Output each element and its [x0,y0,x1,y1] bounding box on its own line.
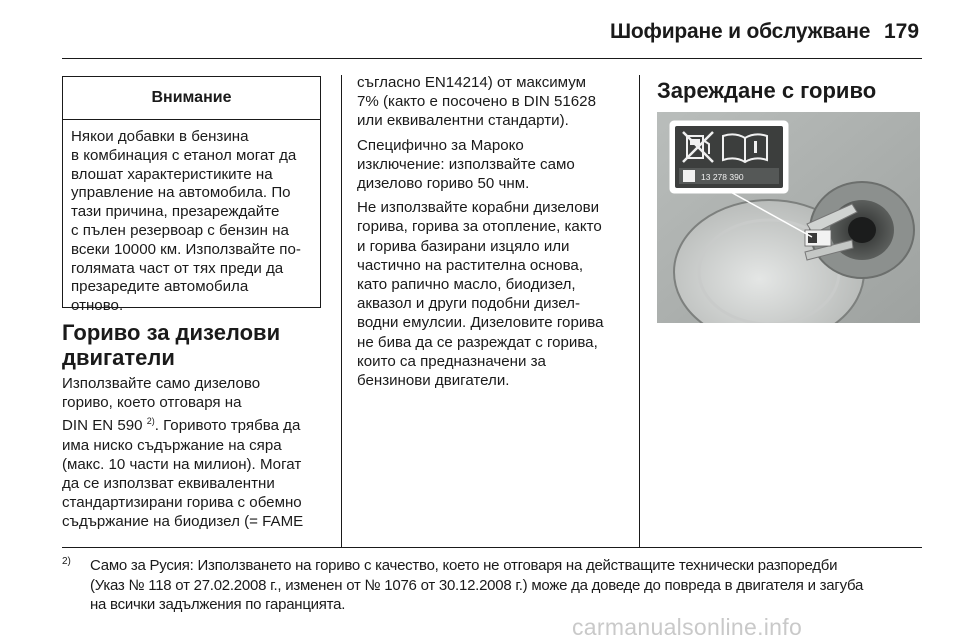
fuel-flap-illustration [657,112,920,323]
diesel-line: стандартизирани горива с обемно [62,494,302,512]
text-line: изключение: използвайте само [357,155,575,173]
footnote-text [90,556,863,615]
warning-line: Някои добавки в бензина [71,128,249,145]
warning-title: Внимание [63,77,320,120]
diesel-paragraph [62,374,303,532]
text-line: частично на растителна основа, [357,256,584,274]
column-divider-left [341,75,342,547]
text-line: водни емулсии. Дизеловите горива [357,314,604,332]
text-line: които са предназначени за [357,352,546,370]
warning-line: голямата част от тях преди да [71,259,284,277]
text-line: дизелово гориво 50 чнм. [357,175,530,193]
diesel-line: гориво, което отговаря на [62,394,242,412]
diesel-line: (макс. 10 части на милион). Могат [62,455,302,473]
paragraph [357,198,604,390]
text-line: горива, горива за отопление, както [357,218,602,236]
text-line: като рапично масло, биодизел, [357,276,576,294]
paragraph [357,73,604,131]
text-line: не бива да се разреждат с горива, [357,333,598,351]
label-code: 13 278 390 [701,172,744,182]
text-line: Не използвайте корабни дизелови [357,199,600,217]
text-line: аквазол и други подобни дизел- [357,295,580,313]
diesel-line: Използвайте само дизелово [62,375,261,392]
diesel-line-part: DIN EN 590 [62,417,147,435]
footnote-rule [62,547,922,548]
warning-line: в комбинация с етанол могат да [71,146,297,164]
warning-line: с пълен резервоар с бензин на [71,221,289,239]
column-divider-right [639,75,640,547]
text-line: 7% (както е посочено в DIN 51628 [357,93,596,111]
diesel-line: да се използват еквивалентни [62,475,275,493]
warning-text [63,120,320,316]
fuel-flap-photo [657,112,920,323]
running-title: Шофиране и обслужване [610,20,871,43]
text-line: или еквивалентни стандарти). [357,112,569,130]
warning-line: тази причина, презареждайте [71,203,280,221]
diesel-line: има ниско съдържание на сяра [62,436,282,454]
footnote-line: на всички задължения по гаранцията. [90,596,346,614]
diesel-heading-line: двигатели [62,345,175,370]
text-line: и горива базирани изцяло или [357,237,570,255]
watermark: carmanualsonline.info [572,614,803,640]
middle-column [357,73,604,395]
header-rule [62,58,922,59]
text-line: съгласно EN14214) от максимум [357,74,586,91]
text-line: Специфично за Мароко [357,136,524,154]
warning-line: отново. [71,297,124,315]
footnote-line: (Указ № 118 от 27.02.2008 г., изменен от № 1076 от 30.12.2008 г.) може да доведе до повреда в двигателя и загуба [90,576,864,594]
paragraph [357,136,604,194]
footnote-line: Само за Русия: Използването на гориво с качество, което не отговаря на действащите технически разпоредби [90,557,838,574]
diesel-line-with-ref [62,412,303,435]
text-line: бензинови двигатели. [357,372,510,390]
diesel-heading [62,320,280,370]
footnote-reference[interactable]: 2) [146,416,155,427]
warning-line: презаредите автомобила [71,278,249,296]
warning-line: влошат характеристиките на [71,165,273,183]
warning-line: всеки 10000 км. Използвайте по- [71,240,301,258]
refuel-heading: Зареждане с гориво [657,78,877,103]
diesel-line-part: . Горивото трябва да [154,417,301,435]
page-number: 179 [884,20,920,43]
warning-line: управление на автомобила. По [71,184,291,202]
diesel-heading-line: Гориво за дизелови [62,320,281,345]
diesel-line: съдържание на биодизел (= FAME [62,513,304,531]
footnote-mark: 2) [62,556,71,567]
warning-box [62,76,321,315]
